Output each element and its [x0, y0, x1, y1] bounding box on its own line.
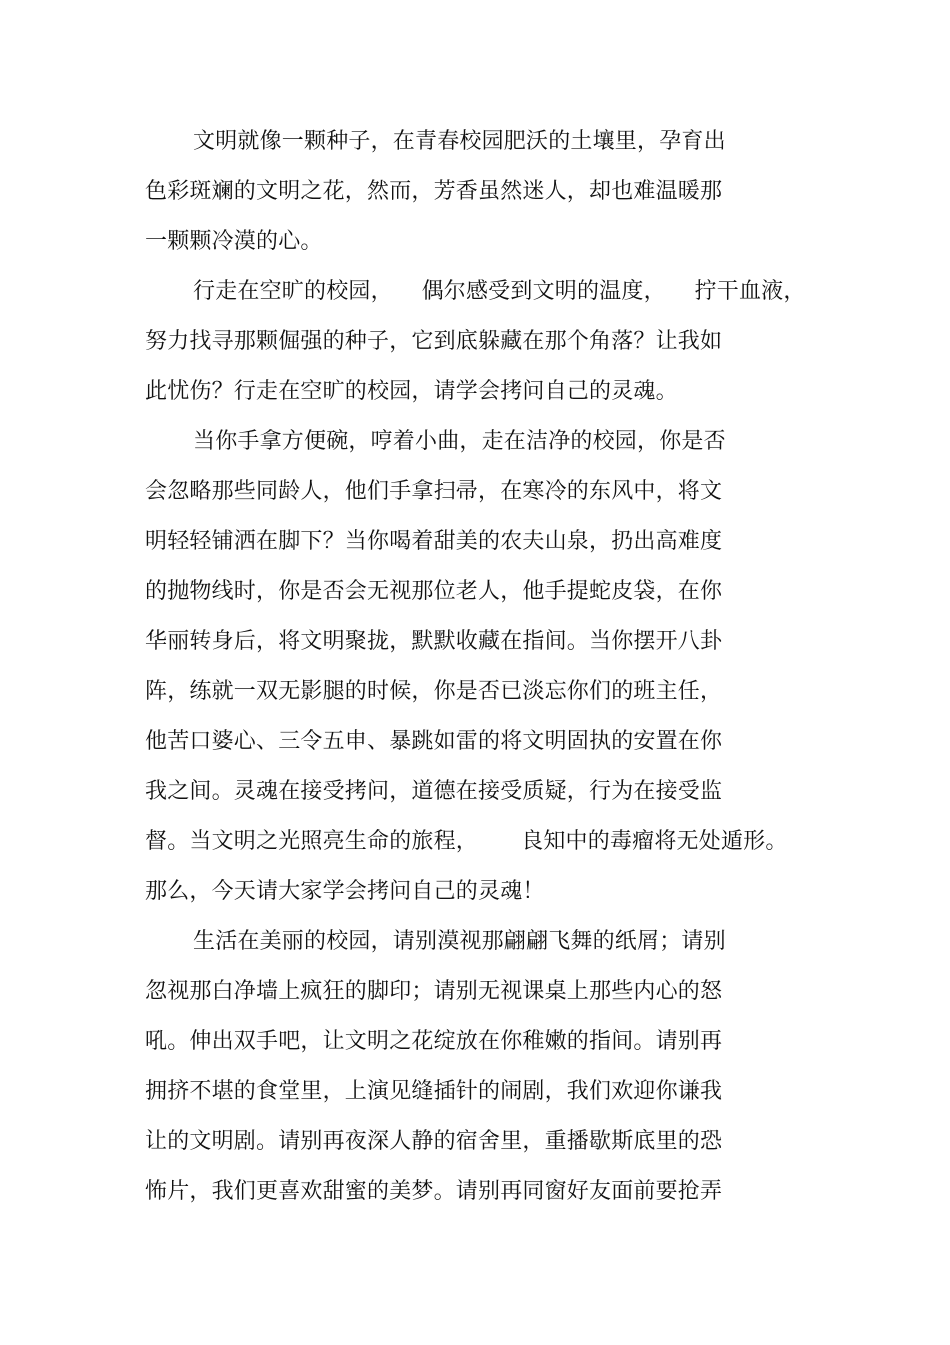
text-line: 行走在空旷的校园， 偶尔感受到文明的温度， 拧干血液，	[193, 279, 806, 304]
text-line: 他苦口婆心、三令五申、暴跳如雷的将文明固执的安置在你	[145, 729, 723, 754]
text-line: 明轻轻铺洒在脚下？当你喝着甜美的农夫山泉，扔出高难度	[145, 529, 723, 554]
text-line: 努力找寻那颗倔强的种子，它到底躲藏在那个角落？让我如	[145, 329, 723, 354]
text-line: 忽视那白净墙上疯狂的脚印；请别无视课桌上那些内心的怒	[145, 979, 723, 1004]
text-line: 怖片，我们更喜欢甜蜜的美梦。请别再同窗好友面前要抢弄	[145, 1179, 723, 1204]
text-line: 生活在美丽的校园，请别漠视那翩翩飞舞的纸屑；请别	[193, 929, 726, 954]
text-line: 一颗颗冷漠的心。	[145, 229, 323, 254]
text-line: 华丽转身后，将文明聚拢，默默收藏在指间。当你摆开八卦	[145, 629, 723, 654]
text-line: 我之间。灵魂在接受拷问，道德在接受质疑，行为在接受监	[145, 779, 723, 804]
text-line: 阵，练就一双无影腿的时候，你是否已淡忘你们的班主任，	[145, 679, 723, 704]
text-line: 那么，今天请大家学会拷问自己的灵魂！	[145, 879, 545, 904]
text-line: 当你手拿方便碗，哼着小曲，走在洁净的校园，你是否	[193, 429, 726, 454]
text-line: 让的文明剧。请别再夜深人静的宿舍里，重播歇斯底里的恐	[145, 1129, 723, 1154]
text-line: 文明就像一颗种子，在青春校园肥沃的土壤里，孕育出	[193, 129, 726, 154]
text-line: 吼。伸出双手吧，让文明之花绽放在你稚嫩的指间。请别再	[145, 1029, 723, 1054]
text-line: 的抛物线时，你是否会无视那位老人，他手提蛇皮袋，在你	[145, 579, 723, 604]
text-line: 督。当文明之光照亮生命的旅程， 良知中的毒瘤将无处遁形。	[145, 829, 788, 854]
text-line: 此忧伤？行走在空旷的校园，请学会拷问自己的灵魂。	[145, 379, 678, 404]
text-line: 色彩斑斓的文明之花，然而，芳香虽然迷人，却也难温暖那	[145, 179, 723, 204]
text-line: 拥挤不堪的食堂里，上演见缝插针的闹剧，我们欢迎你谦我	[145, 1079, 723, 1104]
text-line: 会忽略那些同龄人，他们手拿扫帚，在寒冷的东风中，将文	[145, 479, 723, 504]
